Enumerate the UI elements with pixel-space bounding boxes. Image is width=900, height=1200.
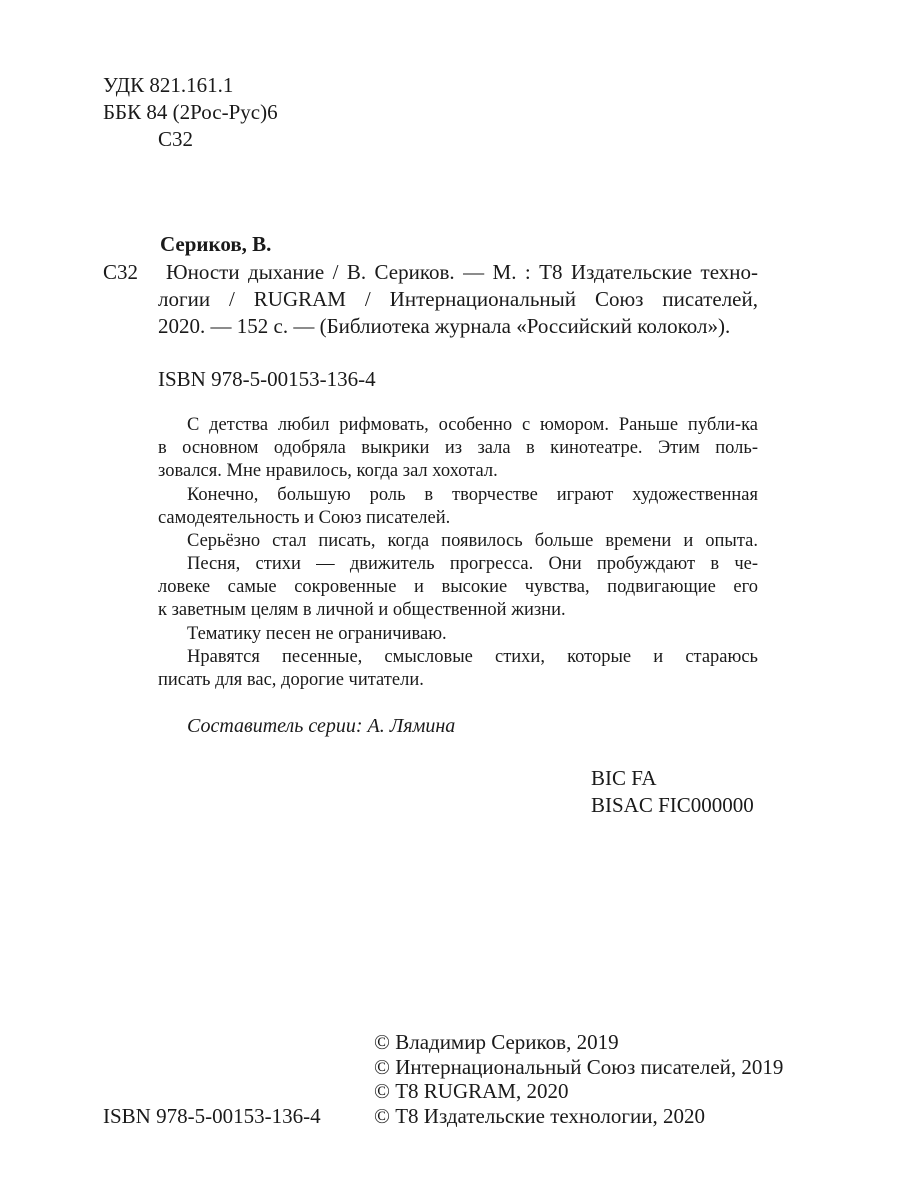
copyright-line-3: © Т8 RUGRAM, 2020 (374, 1079, 569, 1103)
isbn-record: ISBN 978-5-00153-136-4 (158, 367, 376, 391)
author-mark-top: С32 (158, 127, 194, 151)
copyright-line-4: © Т8 Издательские технологии, 2020 (374, 1104, 705, 1128)
bbk-code: ББК 84 (2Рос-Рус)6 (103, 100, 278, 124)
copyright-line-1: © Владимир Сериков, 2019 (374, 1030, 619, 1054)
author-mark-record: С32 (103, 260, 139, 284)
annotation-line-10: Тематику песен не ограничиваю. (187, 624, 447, 644)
udk-code: УДК 821.161.1 (103, 73, 234, 97)
annotation-line-12: писать для вас, дорогие читатели. (158, 670, 424, 690)
annotation-line-7: Песня, стихи — движитель прогресса. Они пробуждают в че- (187, 554, 758, 574)
annotation-line-6: Серьёзно стал писать, когда появилось больше времени и опыта. (187, 531, 758, 551)
annotation-line-1: С детства любил рифмовать, особенно с юмором. Раньше публи-ка (187, 415, 758, 435)
annotation-line-3: зовался. Мне нравилось, когда зал хохотал. (158, 461, 498, 481)
author-heading: Сериков, В. (160, 232, 272, 256)
description-line-2: логии / RUGRAM / Интернациональный Союз писателей, (158, 287, 758, 311)
annotation-line-5: самодеятельность и Союз писателей. (158, 508, 451, 528)
annotation-line-2: в основном одобряла выкрики из зала в кинотеатре. Этим поль- (158, 438, 758, 458)
isbn-footer: ISBN 978-5-00153-136-4 (103, 1104, 321, 1128)
bisac-code: BISAC FIC000000 (591, 793, 754, 817)
copyright-line-2: © Интернациональный Союз писателей, 2019 (374, 1055, 784, 1079)
annotation-line-9: к заветным целям в личной и общественной жизни. (158, 600, 566, 620)
annotation-line-8: ловеке самые сокровенные и высокие чувства, подвигающие его (158, 577, 758, 597)
annotation-line-11: Нравятся песенные, смысловые стихи, которые и стараюсь (187, 647, 758, 667)
annotation-line-4: Конечно, большую роль в творчестве играют художественная (187, 485, 758, 505)
description-line-3: 2020. — 152 с. — (Библиотека журнала «Российский колокол»). (158, 314, 731, 338)
description-line-1: Юности дыхание / В. Сериков. — М. : Т8 Издательские техно- (166, 260, 758, 284)
series-compiler: Составитель серии: А. Лямина (187, 715, 456, 737)
bic-code: BIC FA (591, 766, 657, 790)
